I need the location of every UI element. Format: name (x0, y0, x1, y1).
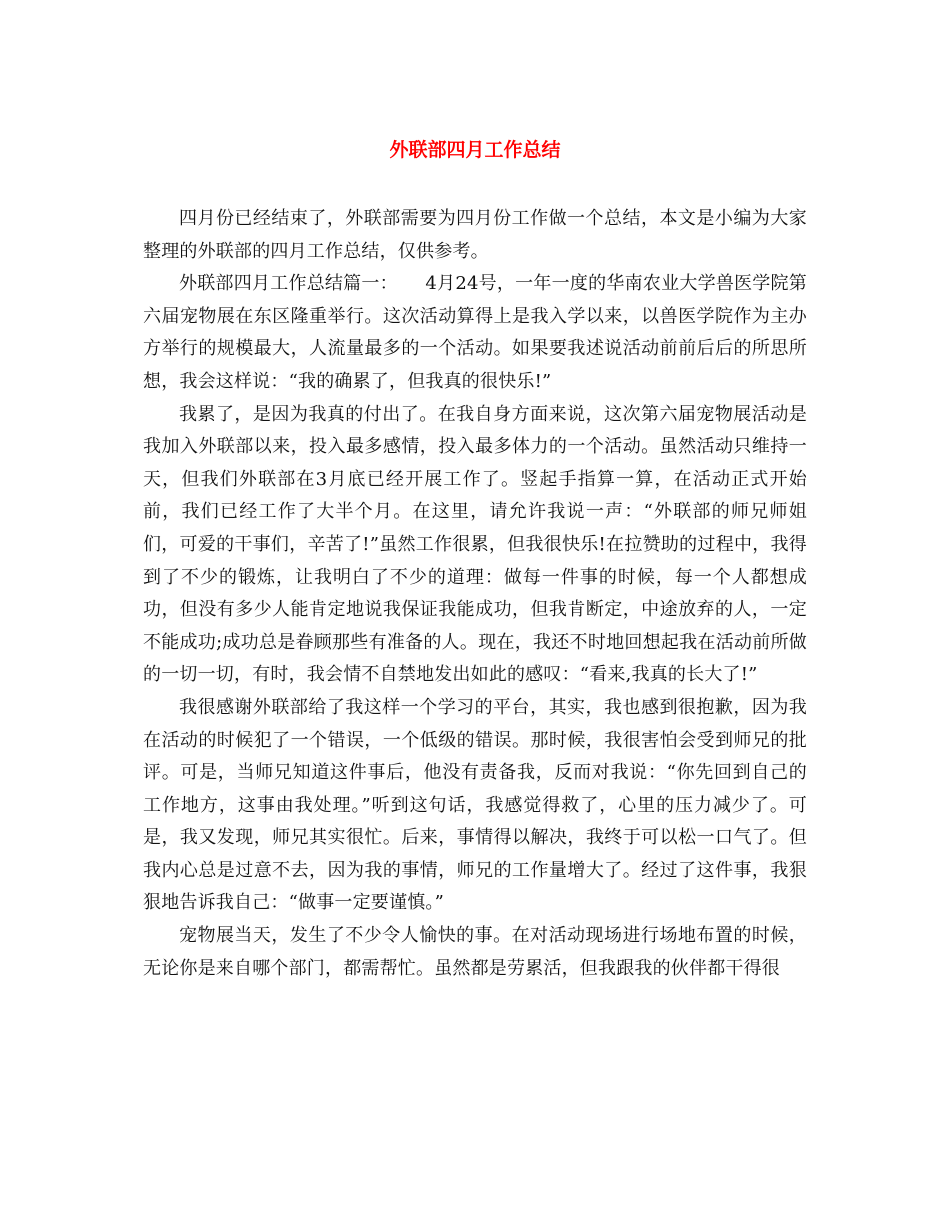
paragraph-part-one: 外联部四月工作总结篇一： 4月24号，一年一度的华南农业大学兽医学院第六届宠物展在东区隆重举行。这次活动算得上是我入学以来，以兽医学院作为主办方举行的规模最大，人流量最多的一个活动。如果要我述说活动前前后后的所思所想，我会这样说：“我的确累了，但我真的很快乐!” (143, 273, 807, 392)
document-title: 外联部四月工作总结 (389, 139, 561, 161)
document-body (143, 203, 807, 985)
paragraph-exhibition-day: 宠物展当天，发生了不少令人愉快的事。在对活动现场进行场地布置的时候，无论你是来自哪个部门，都需帮忙。虽然都是劳累活，但我跟我的伙伴都干得很 (143, 925, 807, 979)
paragraph-effort: 我累了，是因为我真的付出了。在我自身方面来说，这次第六届宠物展活动是我加入外联部以来，投入最多感情，投入最多体力的一个活动。虽然活动只维持一天，但我们外联部在3月底已经开展工作了。竖起手指算一算，在活动正式开始前，我们已经工作了大半个月。在这里，请允许我说一声：“外联部的师兄师姐们，可爱的干事们，辛苦了!”虽然工作很累，但我很快乐!在拉赞助的过程中，我得到了不少的锻炼，让我明白了不少的道理：做每一件事的时候，每一个人都想成功，但没有多少人能肯定地说我保证我能成功，但我肯断定，中途放弃的人，一定不能成功;成功总是眷顾那些有准备的人。现在，我还不时地回想起我在活动前所做的一切一切，有时，我会情不自禁地发出如此的感叹：“看来,我真的长大了!” (143, 403, 807, 686)
paragraph-gratitude: 我很感谢外联部给了我这样一个学习的平台，其实，我也感到很抱歉，因为我在活动的时候犯了一个错误，一个低级的错误。那时候，我很害怕会受到师兄的批评。可是，当师兄知道这件事后，他没有责备我，反而对我说：“你先回到自己的工作地方，这事由我处理。”听到这句话，我感觉得救了，心里的压力减少了。可是，我又发现，师兄其实很忙。后来，事情得以解决，我终于可以松一口气了。但我内心总是过意不去，因为我的事情，师兄的工作量增大了。经过了这件事，我狠狠地告诉我自己：“做事一定要谨慎。” (143, 696, 807, 914)
paragraph-intro: 四月份已经结束了，外联部需要为四月份工作做一个总结，本文是小编为大家整理的外联部的四月工作总结，仅供参考。 (143, 208, 807, 262)
